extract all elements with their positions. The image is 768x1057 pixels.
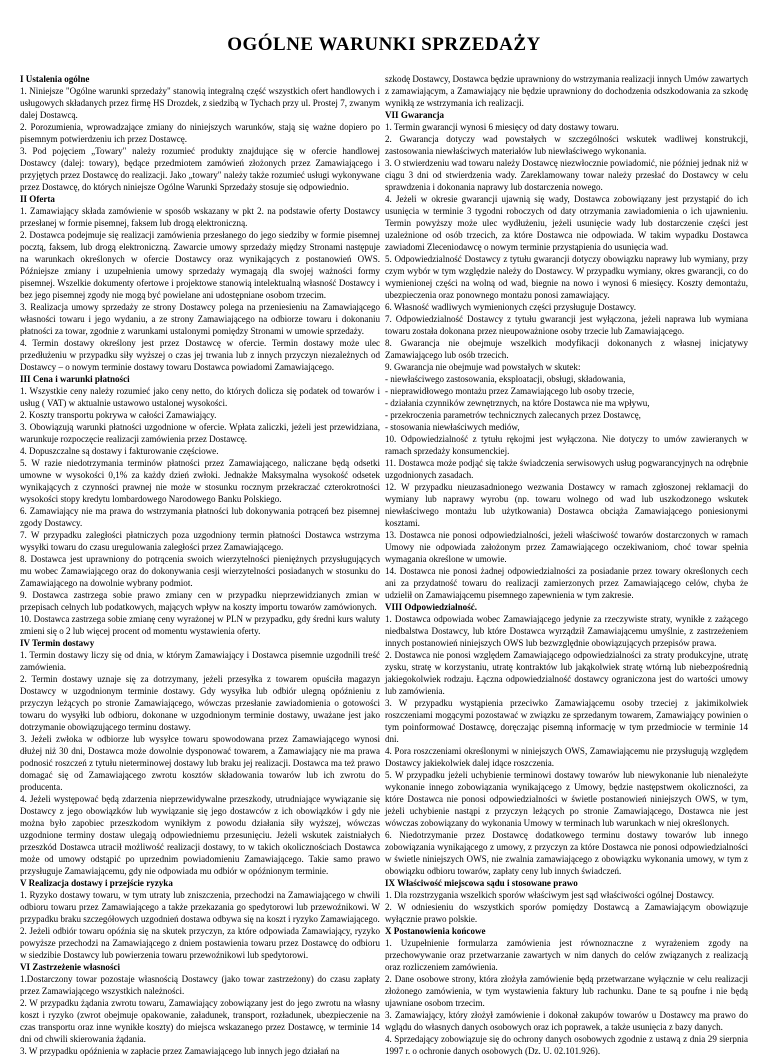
paragraph: szkodę Dostawcy, Dostawca będzie uprawniony do wstrzymania realizacji innych Umów zawartych z zamawiającym, a Zamawiający nie będzie uprawniony do dochodzenia odszkodowania za szkodę wynikłą ze wstrzymania ich realizacji.	[385, 74, 748, 108]
paragraph: 3. W przypadku wystąpienia przeciwko Zamawiającemu osoby trzeciej z jakimikolwiek roszczeniami mogącymi pozostawać w związku ze sprzedanym towarem, Zamawiający powinien o tym poinformować Dostawcę, doręczając pisemną informację w tym przedmiocie w terminie 14 dni.	[385, 698, 748, 744]
paragraph: 7. W przypadku zaległości płatniczych poza uzgodniony termin płatności Dostawca wstrzyma wysyłki towaru do czasu uregulowania zaległości przez Zamawiającego.	[20, 530, 380, 552]
section-heading: IV Termin dostawy	[20, 638, 95, 648]
section-heading: V Realizacja dostawy i przejście ryzyka	[20, 878, 173, 888]
paragraph: 1. Dla rozstrzygania wszelkich sporów właściwym jest sąd właściwości ogólnej Dostawcy.	[385, 890, 715, 900]
paragraph: 2. W odniesieniu do wszystkich sporów pomiędzy Dostawcą a Zamawiającym obowiązuje wyłącznie prawo polskie.	[385, 902, 748, 924]
paragraph: 3. Obowiązują warunki płatności uzgodnione w ofercie. Wpłata zaliczki, jeżeli jest przewidziana, warunkuje rozpoczęcie realizacji zamówienia przez Dostawcę.	[20, 422, 380, 444]
paragraph: 1. Zamawiający składa zamówienie w sposób wskazany w pkt 2. na podstawie oferty Dostawcy przesłanej w formie pisemnej, faksem lub drogą elektroniczną.	[20, 206, 380, 228]
paragraph: 4. Termin dostawy określony jest przez Dostawcę w ofercie. Termin dostawy może ulec przedłużeniu w przypadku siły wyższej o czas jej trwania lub z innych przyczyn niezależnych od Dostawcy – o nowym terminie dostawy towaru Dostawca powiadomi Zamawiającego.	[20, 338, 380, 372]
paragraph: 4. Pora roszczeniami określonymi w niniejszych OWS, Zamawiającemu nie przysługują względem Dostawcy jakiekolwiek dalej idące roszczenia.	[385, 746, 748, 768]
paragraph: 1. Niniejsze "Ogólne warunki sprzedaży" stanowią integralną część wszystkich ofert handlowych i usługowych składanych przez firmę HS Drozdek, z siedzibą w Tychach przy ul. Prostej 7, zwanym dalej Dostawcą.	[20, 86, 380, 120]
section-heading: II Oferta	[20, 194, 55, 204]
paragraph: 2. Porozumienia, wprowadzające zmiany do niniejszych warunków, stają się ważne dopiero po pisemnym potwierdzeniu ich przez Dostawcę.	[20, 122, 380, 144]
section-heading: I Ustalenia ogólne	[20, 74, 90, 84]
paragraph: 14. Dostawca nie ponosi żadnej odpowiedzialności za posiadanie przez towary określonych cech ani za przydatność towaru do realizacji zamierzonych przez Zamawiającego celów, chyba że udzielił on Zamawiającemu pisemnego zapewnienia w tym zakresie.	[385, 566, 748, 600]
paragraph: 1. Wszystkie ceny należy rozumieć jako ceny netto, do których dolicza się podatek od towarów i usług ( VAT) w aktualnie ustawowo ustalonej wysokości.	[20, 386, 380, 408]
paragraph: 11. Dostawca może podjąć się także świadczenia serwisowych usług pogwarancyjnych na odrębnie uzgodnionych zasadach.	[385, 458, 748, 480]
paragraph: 2. Dostawca podejmuje się realizacji zamówienia przesłanego do jego siedziby w formie pisemnej pocztą, faksem, lub drogą elektroniczną. Zawarcie umowy sprzedaży między Stronami następuje na warunkach określonych w ofercie Dostawcy oraz wynikających z postanowień OWS. Późniejsze zmiany i uzupełnienia umowy sprzedaży wymagają dla swojej ważności formy pisemnej. Wszelkie dokumenty ofertowe i projektowe stanowią intelektualną własność Dostawcy i bez jego pisemnej zgody nie mogą być powielane ani udostępniane osobom trzecim.	[20, 230, 380, 300]
paragraph: 1. Uzupełnienie formularza zamówienia jest równoznaczne z wyrażeniem zgody na przechowywanie oraz przetwarzanie zawartych w nim danych do celów związanych z realizacją oraz rozliczeniem zamówienia.	[385, 938, 748, 972]
paragraph: 2. W przypadku żądania zwrotu towaru, Zamawiający zobowiązany jest do jego zwrotu na własny koszt i ryzyko (zwrot obejmuje opakowanie, załadunek, transport, rozładunek, ubezpieczenie na czas transportu oraz inne wynikłe koszty) do miejsca wskazanego przez Dostawcę, w terminie 14 dni od chwili skierowania żądania.	[20, 998, 380, 1044]
paragraph: 9. Dostawca zastrzega sobie prawo zmiany cen w przypadku nieprzewidzianych zmian w przepisach celnych lub podatkowych, mających wpływ na koszty importu towarów zamówionych.	[20, 590, 380, 612]
paragraph: 10. Dostawca zastrzega sobie zmianę ceny wyrażonej w PLN w przypadku, gdy średni kurs waluty zmieni się o 2 lub więcej procent od momentu wystawienia oferty.	[20, 614, 380, 636]
paragraph: 4. Jeżeli występować będą zdarzenia nieprzewidywalne przeszkody, utrudniające wywiązanie się Dostawcy z jego obowiązków lub wywiązanie się jego dostawców z ich obowiązków i gdy nie można było zapobiec przeszkodom wynikłym z powodu działania siły wyższej, wówczas uzgodnione terminy dostaw ulegają odpowiedniemu przesunięciu. Jeżeli wskutek zaistniałych przeszkód Dostawca utracił możliwość realizacji dostawy, to w takich okolicznościach Dostawca może od umowy odstąpić po uprzednim powiadomieniu Zamawiającego. Takie samo prawo przysługuje Zamawiającemu, gdy nie odpowiada mu odbiór w opóźnionym terminie.	[20, 794, 380, 876]
section-heading: VI Zastrzeżenie własności	[20, 962, 121, 972]
paragraph: 12. W przypadku nieuzasadnionego wezwania Dostawcy w ramach zgłoszonej reklamacji do wymiany lub naprawy wyrobu (np. towaru wolnego od wad lub uszkodzonego wskutek niewłaściwego montażu lub użytkowania) Dostawca obciąża Zamawiającego poniesionymi kosztami.	[385, 482, 748, 528]
paragraph: 3. Pod pojęciem „Towary" należy rozumieć produkty znajdujące się w ofercie handlowej Dostawcy (dalej: towary), będące przedmiotem zamówień złożonych przez Zamawiającego i przyjętych przez Dostawcę do realizacji. Jako „towary" należy także rozumieć usługi wykonywane przez Dostawcę, do których niniejsze Ogólne Warunki Sprzedaży stosuje się odpowiednio.	[20, 146, 380, 192]
page-title: OGÓLNE WARUNKI SPRZEDAŻY	[227, 34, 541, 55]
paragraph: - niewłaściwego zastosowania, eksploatacji, obsługi, składowania,	[385, 374, 626, 384]
paragraph: 2. Jeżeli odbiór towaru opóźnia się na skutek przyczyn, za które odpowiada Zamawiający, ryzyko powyższe przechodzi na Zamawiającego z dniem postawienia towaru przez Dostawcę do odbioru w siedzibie Dostawcy lub powierzenia towaru przewoźnikowi lub spedytorowi.	[20, 926, 380, 960]
paragraph: 3. Realizacja umowy sprzedaży ze strony Dostawcy polega na przeniesieniu na Zamawiającego własności towaru i jego wydaniu, a ze strony Zamawiającego na odbiorze towaru i dokonaniu płatności za towar, zgodnie z warunkami ustalonymi pomiędzy Stronami w umowie sprzedaży.	[20, 302, 380, 336]
paragraph: 2. Koszty transportu pokrywa w całości Zamawiający.	[20, 410, 217, 420]
paragraph: 6. Niedotrzymanie przez Dostawcę dodatkowego terminu dostawy towarów lub innego zobowiązania wynikającego z umowy, z przyczyn za które Dostawca nie ponosi odpowiedzialności w świetle niniejszych OWS, nie zwalnia zamawiającego z obowiązku wykonania umowy, w tym z obowiązku odbioru towarów, zapłaty ceny lub innych świadczeń.	[385, 830, 748, 876]
paragraph: 3. Jeżeli zwłoka w odbiorze lub wysyłce towaru spowodowana przez Zamawiającego wynosi dłużej niż 30 dni, Dostawca może dowolnie dysponować towarem, a Zamawiający nie ma prawa podnosić roszczeń z tytułu nieterminowej dostawy lub braku jej realizacji. Dostawca ma też prawo domagać się od Zamawiającego zwrotu kosztów składowania towarów lub ich zwrotu do producenta.	[20, 734, 380, 792]
paragraph: 4. Jeżeli w okresie gwarancji ujawnią się wady, Dostawca zobowiązany jest przystąpić do ich usunięcia w terminie 3 tygodni roboczych od daty otrzymania zawiadomienia o ich ujawnieniu. Termin powyższy może ulec wydłużeniu, jeżeli usunięcie wady lub dostarczenie części jest uzależnione od osób trzecich, za które Dostawca nie odpowiada. W takim wypadku Dostawca zawiadomi Zleceniodawcę o nowym terminie przystąpienia do usunięcia wad.	[385, 194, 748, 252]
paragraph: 2. Termin dostawy uznaje się za dotrzymany, jeżeli przesyłka z towarem opuściła magazyn Dostawcy w uzgodnionym terminie dostawy. Gdy wysyłka lub odbiór ulegną opóźnieniu z przyczyn leżących po stronie Zamawiającego, wówczas przesłanie zawiadomienia o gotowości towaru do wysyłki lub odbioru, dokonane w uzgodnionym terminie dostawy, uważane jest jako dotrzymanie obowiązującego terminu dostawy.	[20, 674, 380, 732]
paragraph: 6. Własność wadliwych wymienionych części przysługuje Dostawcy.	[385, 302, 636, 312]
paragraph: 8. Dostawca jest uprawniony do potrącenia swoich wierzytelności pieniężnych przysługujących mu wobec Zamawiającego oraz do dokonywania cesji wierzytelności posiadanych w stosunku do Zamawiającego na dowolnie wybrany podmiot.	[20, 554, 380, 588]
paragraph: 2. Dane osobowe strony, która złożyła zamówienie będą przetwarzane wyłącznie w celu realizacji złożonego zamówienia, w tym wystawienia faktury lub rachunku. Dane te są poufne i nie będą ujawniane osobom trzecim.	[385, 974, 748, 1008]
paragraph: 1. Dostawca odpowiada wobec Zamawiającego jedynie za rzeczywiste straty, wynikłe z zażącego niedbalstwa Dostawcy, lub które Dostawca wyrządził Zamawiającemu umyślnie, z zastrzeżeniem innych postanowień niniejszych OWS lub bezwzględnie obowiązujących przepisów prawa.	[385, 614, 748, 648]
right-text-column	[385, 73, 748, 1057]
left-text-column	[20, 73, 380, 1057]
paragraph: 3. W przypadku opóźnienia w zapłacie przez Zamawiającego lub innych jego działań na	[20, 1046, 340, 1056]
section-heading: IX Właściwość miejscowa sądu i stosowane prawo	[385, 878, 578, 888]
section-heading: VIII Odpowiedzialność.	[385, 602, 477, 612]
paragraph: - nieprawidłowego montażu przez Zamawiającego lub osoby trzecie,	[385, 386, 635, 396]
section-heading: X Postanowienia końcowe	[385, 926, 486, 936]
paragraph: 2. Dostawca nie ponosi względem Zamawiającego odpowiedzialności za straty produkcyjne, utratę zysku, stratę w korzystaniu, utratę kontraktów lub jakąkolwiek stratę wtórną lub niebezpośrednią jakiegokolwiek rodzaju. Łączna odpowiedzialność dostawcy ograniczona jest do wartości umowy lub zamówienia.	[385, 650, 748, 696]
paragraph: - przekroczenia parametrów technicznych zalecanych przez Dostawcę,	[385, 410, 641, 420]
paragraph: 1. Ryzyko dostawy towaru, w tym utraty lub zniszczenia, przechodzi na Zamawiającego w chwili odbioru towaru przez Zamawiającego a także przekazania go spedytorowi lub przewoźnikowi. W przypadku braku szczegółowych uzgodnień dostawa odbywa się na koszt i ryzyko Zamawiającego.	[20, 890, 380, 924]
paragraph: 6. Zamawiający nie ma prawa do wstrzymania płatności lub dokonywania potrąceń bez pisemnej zgody Dostawcy.	[20, 506, 380, 528]
paragraph: 5. W razie niedotrzymania terminów płatności przez Zamawiającego, naliczane będą odsetki umowne w wysokości 0,1% za każdy dzień zwłoki. Jednakże Maksymalna wysokość odsetek wynikających z czynności prawnej nie może w stosunku rocznym przekraczać czterokrotności wysokości stopy kredytu lombardowego Narodowego Banku Polskiego.	[20, 458, 380, 504]
paragraph: 2. Gwarancja dotyczy wad powstałych w szczególności wskutek wadliwej konstrukcji, zastosowania niewłaściwych materiałów lub niewłaściwego wykonania.	[385, 134, 748, 156]
paragraph: 9. Gwarancja nie obejmuje wad powstałych w skutek:	[385, 362, 581, 372]
paragraph: 5. W przypadku jeżeli uchybienie terminowi dostawy towarów lub niewykonanie lub nienależyte wykonanie innego zobowiązania wynikającego z Umowy, będzie następstwem okoliczności, za które Dostawca nie ponosi odpowiedzialności w świetle postanowień niniejszych OWS, w tym, jeżeli uchybienie nastąpi z przyczyn leżących po stronie Zamawiającego, Dostawca nie jest wówczas zobowiązany do wykonania Umowy w terminach lub warunkach w niej określonych.	[385, 770, 748, 828]
paragraph: - działania czynników zewnętrznych, na które Dostawca nie ma wpływu,	[385, 398, 650, 408]
paragraph: 4. Dopuszczalne są dostawy i fakturowanie częściowe.	[20, 446, 219, 456]
paragraph: - stosowania niewłaściwych mediów,	[385, 422, 520, 432]
paragraph: 10. Odpowiedzialność z tytułu rękojmi jest wyłączona. Nie dotyczy to umów zawieranych w ramach sprzedaży konsumenckiej.	[385, 434, 748, 456]
paragraph: 7. Odpowiedzialność Dostawcy z tytułu gwarancji jest wyłączona, jeżeli naprawa lub wymiana towaru została dokonana przez nieupoważnione osoby trzecie lub Zamawiającego.	[385, 314, 748, 336]
paragraph: 8. Gwarancja nie obejmuje wszelkich modyfikacji dokonanych z własnej inicjatywy Zamawiającego lub osób trzecich.	[385, 338, 748, 360]
section-heading: VII Gwarancja	[385, 110, 445, 120]
paragraph: 3. O stwierdzeniu wad towaru należy Dostawcę niezwłocznie powiadomić, nie później jednak niż w ciągu 3 dni od stwierdzenia wady. Zareklamowany towar należy przesłać do Dostawcy w celu sprawdzenia i dokonania naprawy lub dostarczenia nowego.	[385, 158, 748, 192]
section-heading: III Cena i warunki płatności	[20, 374, 130, 384]
paragraph: 4. Sprzedający zobowiązuje się do ochrony danych osobowych zgodnie z ustawą z dnia 29 sierpnia 1997 r. o ochronie danych osobowych (Dz. U. 02.101.926).	[385, 1034, 748, 1056]
paragraph: 1.Dostarczony towar pozostaje własnością Dostawcy (jako towar zastrzeżony) do czasu zapłaty przez Zamawiającego wszystkich należności.	[20, 974, 380, 996]
paragraph: 1. Termin gwarancji wynosi 6 miesięcy od daty dostawy towaru.	[385, 122, 619, 132]
paragraph: 5. Odpowiedzialność Dostawcy z tytułu gwarancji dotyczy obowiązku naprawy lub wymiany, przy czym wybór w tym względzie należy do Dostawcy. W przypadku wymiany, okres gwarancji, co do wymienionej części na wolną od wad, biegnie na nowo i wynosi 6 miesięcy. Koszty demontażu, ubezpieczenia oraz ponownego montażu ponosi zamawiający.	[385, 254, 748, 300]
paragraph: 13. Dostawca nie ponosi odpowiedzialności, jeżeli właściwość towarów dostarczonych w ramach Umowy nie odpowiada założonym przez Zamawiającego oczekiwaniom, choć towar spełnia wymagania określone w umowie.	[385, 530, 748, 564]
paragraph: 3. Zamawiający, który złożył zamówienie i dokonał zakupów towarów u Dostawcy ma prawo do wglądu do własnych danych osobowych oraz ich poprawek, a także usunięcia z bazy danych.	[385, 1010, 748, 1032]
paragraph: 1. Termin dostawy liczy się od dnia, w którym Zamawiający i Dostawca pisemnie uzgodnili treść zamówienia.	[20, 650, 380, 672]
